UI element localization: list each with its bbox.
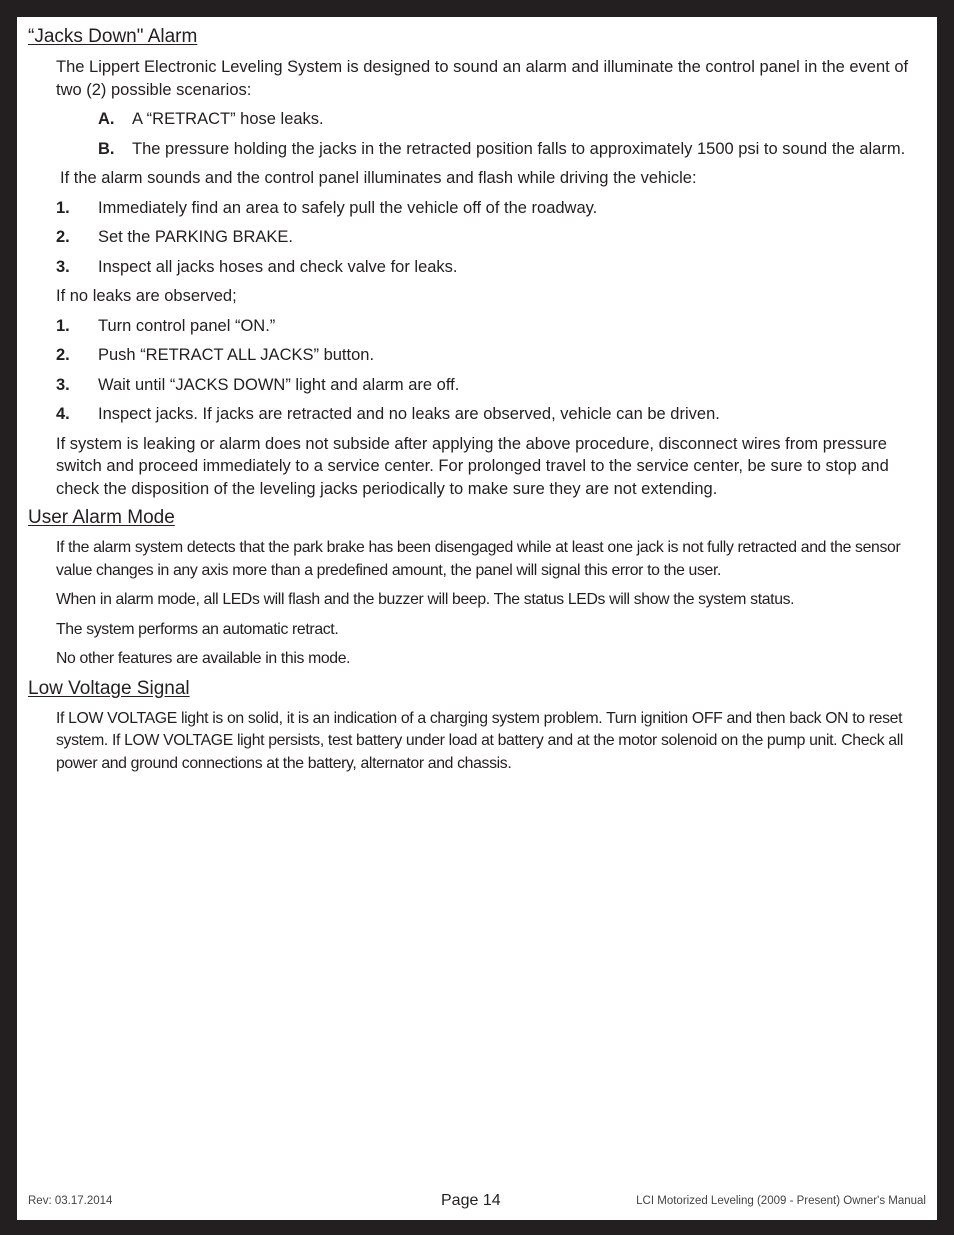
manual-title: LCI Motorized Leveling (2009 - Present) Owner's Manual (636, 1195, 926, 1207)
step-text: Inspect jacks. If jacks are retracted and no leaks are observed, vehicle can be driven. (98, 405, 720, 423)
user-alarm-paragraph: The system performs an automatic retract. (56, 620, 339, 638)
low-voltage-body (56, 708, 913, 776)
step-number: 4. (56, 405, 70, 423)
driving-step (56, 197, 913, 220)
step-number: 1. (56, 316, 70, 335)
page-number: Page 14 (441, 1192, 501, 1209)
scenario-label: A. (98, 110, 115, 128)
step-text: Turn control panel “ON.” (98, 316, 276, 335)
scenario-text: A “RETRACT” hose leaks. (132, 110, 324, 128)
step-number: 1. (56, 198, 70, 217)
scenario-text: The pressure holding the jacks in the retracted position falls to approximately 1500 psi to sound the alarm. (132, 139, 906, 158)
driving-step (56, 226, 913, 249)
no-leaks-step (56, 403, 913, 426)
no-leaks-intro: If no leaks are observed; (56, 287, 237, 305)
step-number: 2. (56, 346, 70, 364)
step-text: Wait until “JACKS DOWN” light and alarm are off. (98, 375, 460, 394)
scenario-item (56, 108, 913, 131)
driving-intro: If the alarm sounds and the control panel illuminates and flash while driving the vehicle: (60, 169, 697, 187)
user-alarm-body (56, 537, 913, 671)
no-leaks-step (56, 374, 913, 397)
revision-date: Rev: 03.17.2014 (28, 1195, 113, 1207)
step-number: 2. (56, 228, 70, 246)
low-voltage-paragraph: If LOW VOLTAGE light is on solid, it is an indication of a charging system problem. Turn ignition OFF and then back ON to reset system. If LOW VOLTAGE light persists, test battery under load at battery and at the motor solenoid on the pump unit. Check all power and ground connections at the battery, alternator and chassis. (56, 709, 904, 772)
step-number: 3. (56, 257, 70, 276)
step-number: 3. (56, 375, 70, 394)
user-alarm-paragraph: When in alarm mode, all LEDs will flash and the buzzer will beep. The status LEDs will show the system status. (56, 591, 795, 608)
no-leaks-step (56, 344, 913, 367)
jacks-down-intro: The Lippert Electronic Leveling System is designed to sound an alarm and illuminate the control panel in the event of two (2) possible scenarios: (56, 58, 909, 99)
low-voltage-heading: Low Voltage Signal (28, 677, 190, 699)
driving-step (56, 256, 913, 279)
jacks-down-body (56, 56, 913, 500)
user-alarm-heading: User Alarm Mode (28, 507, 175, 528)
step-text: Set the PARKING BRAKE. (98, 228, 294, 246)
scenario-item (56, 138, 913, 161)
step-text: Push “RETRACT ALL JACKS” button. (98, 346, 375, 364)
jacks-down-closing: If system is leaking or alarm does not subside after applying the above procedure, disconnect wires from pressure switch and proceed immediately to a service center. For prolonged travel to the service center, be sure to stop and check the disposition of the leveling jacks periodically to make sure they are not extending. (56, 434, 889, 498)
scenario-label: B. (98, 139, 115, 158)
document-page (17, 17, 937, 1220)
page-footer (28, 1192, 926, 1214)
user-alarm-paragraph: If the alarm system detects that the park brake has been disengaged while at least one jack is not fully retracted and the sensor value changes in any axis more than a predefined amount, the panel will signal this error to the user. (56, 539, 901, 579)
step-text: Immediately find an area to safely pull the vehicle off of the roadway. (98, 198, 598, 217)
page-content (28, 25, 913, 775)
user-alarm-paragraph: No other features are available in this mode. (56, 650, 351, 667)
step-text: Inspect all jacks hoses and check valve for leaks. (98, 257, 458, 276)
jacks-down-heading: “Jacks Down" Alarm (28, 26, 198, 47)
no-leaks-step (56, 315, 913, 338)
